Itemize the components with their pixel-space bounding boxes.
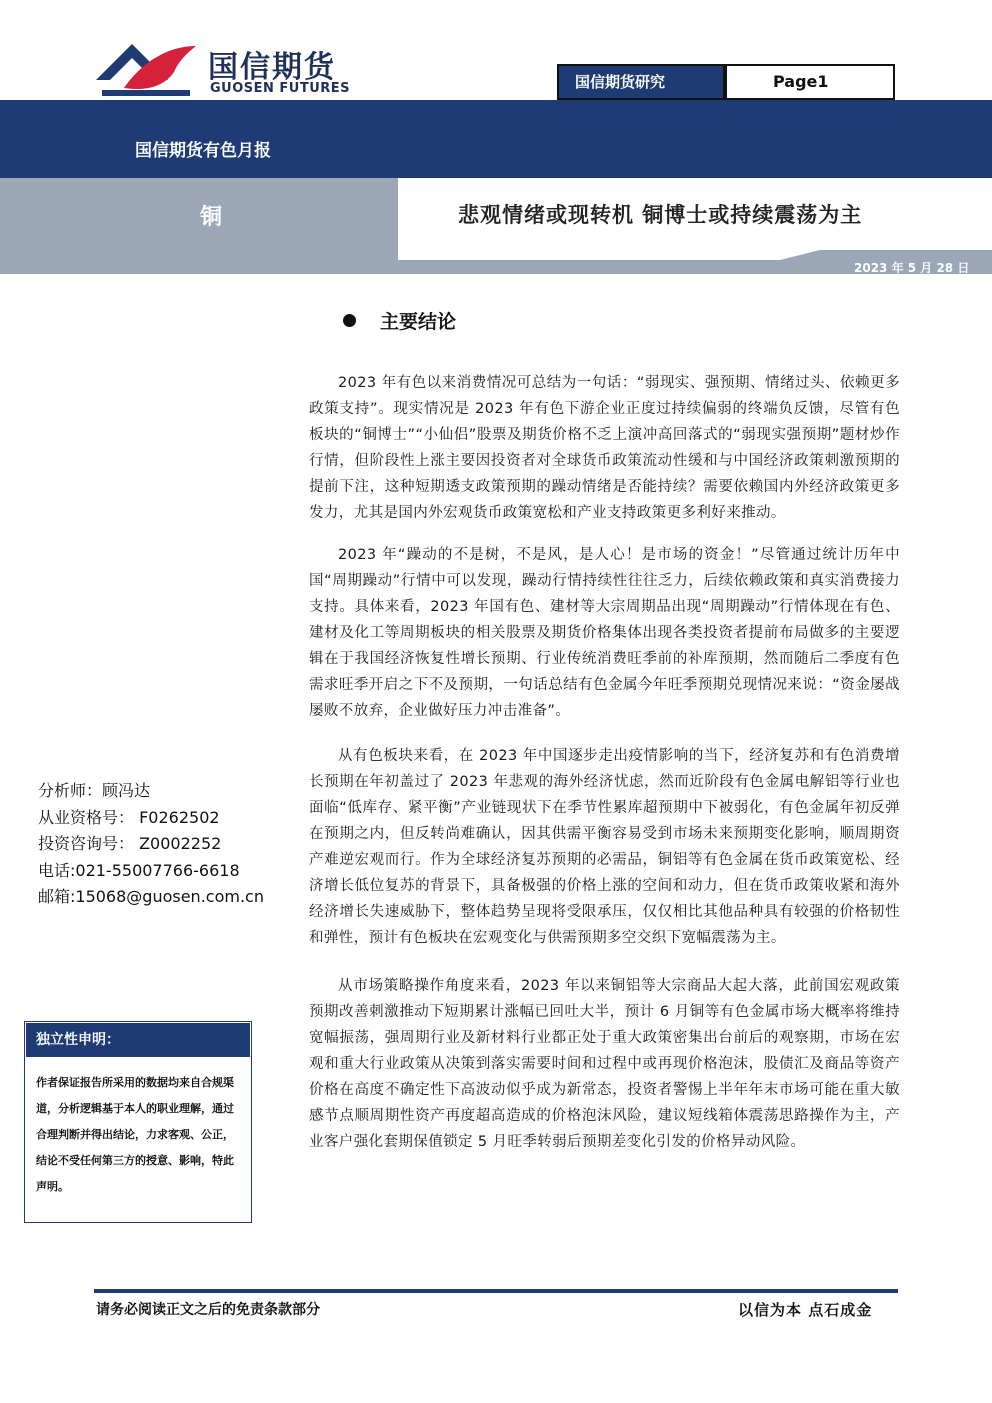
analyst-qualification: 从业资格号： F0262502 [38,807,220,827]
logo-text-cn: 国信期货 [208,50,336,85]
report-date: 2023 年 5 月 28 日 [854,261,970,275]
footer-slogan: 以信为本 点石成金 [738,1301,873,1319]
analyst-phone: 电话:021-55007766-6618 [38,860,240,880]
independence-statement-title: 独立性申明： [26,1023,250,1057]
logo-text-en: GUOSEN FUTURES [210,81,351,96]
guosen-logo-icon [94,40,198,98]
research-tab[interactable]: 国信期货研究 [557,64,725,100]
analyst-info [38,778,264,911]
body-text [309,370,900,1155]
section-title: 主要结论 [380,311,457,333]
bullet-icon [343,314,356,327]
analyst-name: 分析师：顾冯达 [38,781,151,800]
report-series-title: 国信期货有色月报 [135,141,271,161]
paragraph: 从市场策略操作角度来看，2023 年以来铜铝等大宗商品大起大落，此前国宏观政策预期改善刺激推动下短期累计涨幅已回吐大半，预计 6 月铜等有色金属市场大概率将维持宽幅振荡，强周期行业及新材料行业都正处于重大政策密集出台前后的观察期，市场在宏观和重大行业政策从决策到落实需要时间和过程中或再现价格泡沫，股债汇及商品等资产价格在高度不确定性下高波动似乎成为新常态，投资者警惕上半年年末市场可能在重大敏感节点顺周期性资产再度超高造成的价格泡沫风险，建议短线箱体震荡思路操作为主，产业客户强化套期保值锁定 5 月旺季转弱后预期差变化引发的价格异动风险。 [309,978,900,1150]
analyst-email[interactable]: 邮箱:15068@guosen.com.cn [38,887,264,906]
paragraph: 从有色板块来看，在 2023 年中国逐步走出疫情影响的当下，经济复苏和有色消费增长预期在年初盖过了 2023 年悲观的海外经济忧虑，然而近阶段有色金属电解铝等行业也面临“低库存、紧平衡”产业链现状下在季节性累库超预期中下被弱化，有色金属年初反弹在预期之内，但反转尚难确认，因其供需平衡容易受到市场未来预期变化影响，顺周期资产难逆宏观而行。作为全球经济复苏预期的必需品，铜铝等有色金属在货币政策宽松、经济增长低位复苏的背景下，具备极强的价格上涨的空间和动力，但在货币政策收紧和海外经济增长失速威胁下，整体趋势呈现将受限承压，仅仅相比其他品种具有较强的价格韧性和弹性，预计有色板块在宏观变化与供需预期多空交织下宽幅震荡为主。 [309,748,900,946]
category-label: 铜 [200,205,223,230]
report-headline: 悲观情绪或现转机 铜博士或持续震荡为主 [458,203,863,227]
date-ribbon [0,250,992,274]
paragraph: 2023 年“躁动的不是树，不是风，是人心！是市场的资金！”尽管通过统计历年中国“周期躁动”行情中可以发现，躁动行情持续性往往乏力，后续依赖政策和真实消费接力支持。具体来看，2023 年国有色、建材等大宗周期品出现“周期躁动”行情体现在有色、建材及化工等周期板块的相关股票及期货价格集体出现各类投资者提前布局做多的主要逻辑在于我国经济恢复性增长预期、行业传统消费旺季前的补库预期，然而随后二季度有色需求旺季开启之下不及预期，一句话总结有色金属今年旺季预期兑现情况来说：“资金屡战屡败不放弃，企业做好压力冲击准备”。 [309,547,900,719]
page-number: Page1 [725,64,895,100]
analyst-consulting-id: 投资咨询号： Z0002252 [38,834,222,853]
footer-disclaimer-note: 请务必阅读正文之后的免责条款部分 [96,1302,320,1318]
independence-statement-text: 作者保证报告所采用的数据均来自合规渠道，分析逻辑基于本人的职业理解，通过合理判断并得出结论，力求客观、公正，结论不受任何第三方的授意、影响，特此声明。 [36,1076,234,1193]
paragraph: 2023 年有色以来消费情况可总结为一句话：“弱现实、强预期、情绪过头、依赖更多政策支持”。现实情况是 2023 年有色下游企业正度过持续偏弱的终端负反馈，尽管有色板块的“铜博士”“小仙侣”股票及期货价格不乏上演冲高回落式的“弱现实强预期”题材炒作行情，但阶段性上涨主要因投资者对全球货币政策流动性缓和与中国经济政策刺激预期的提前下注，这种短期透支政策预期的躁动情绪是否能持续？需要依赖国内外经济政策更多发力，尤其是国内外宏观货币政策宽松和产业支持政策更多利好来推动。 [309,375,900,521]
footer-divider [94,1289,898,1293]
